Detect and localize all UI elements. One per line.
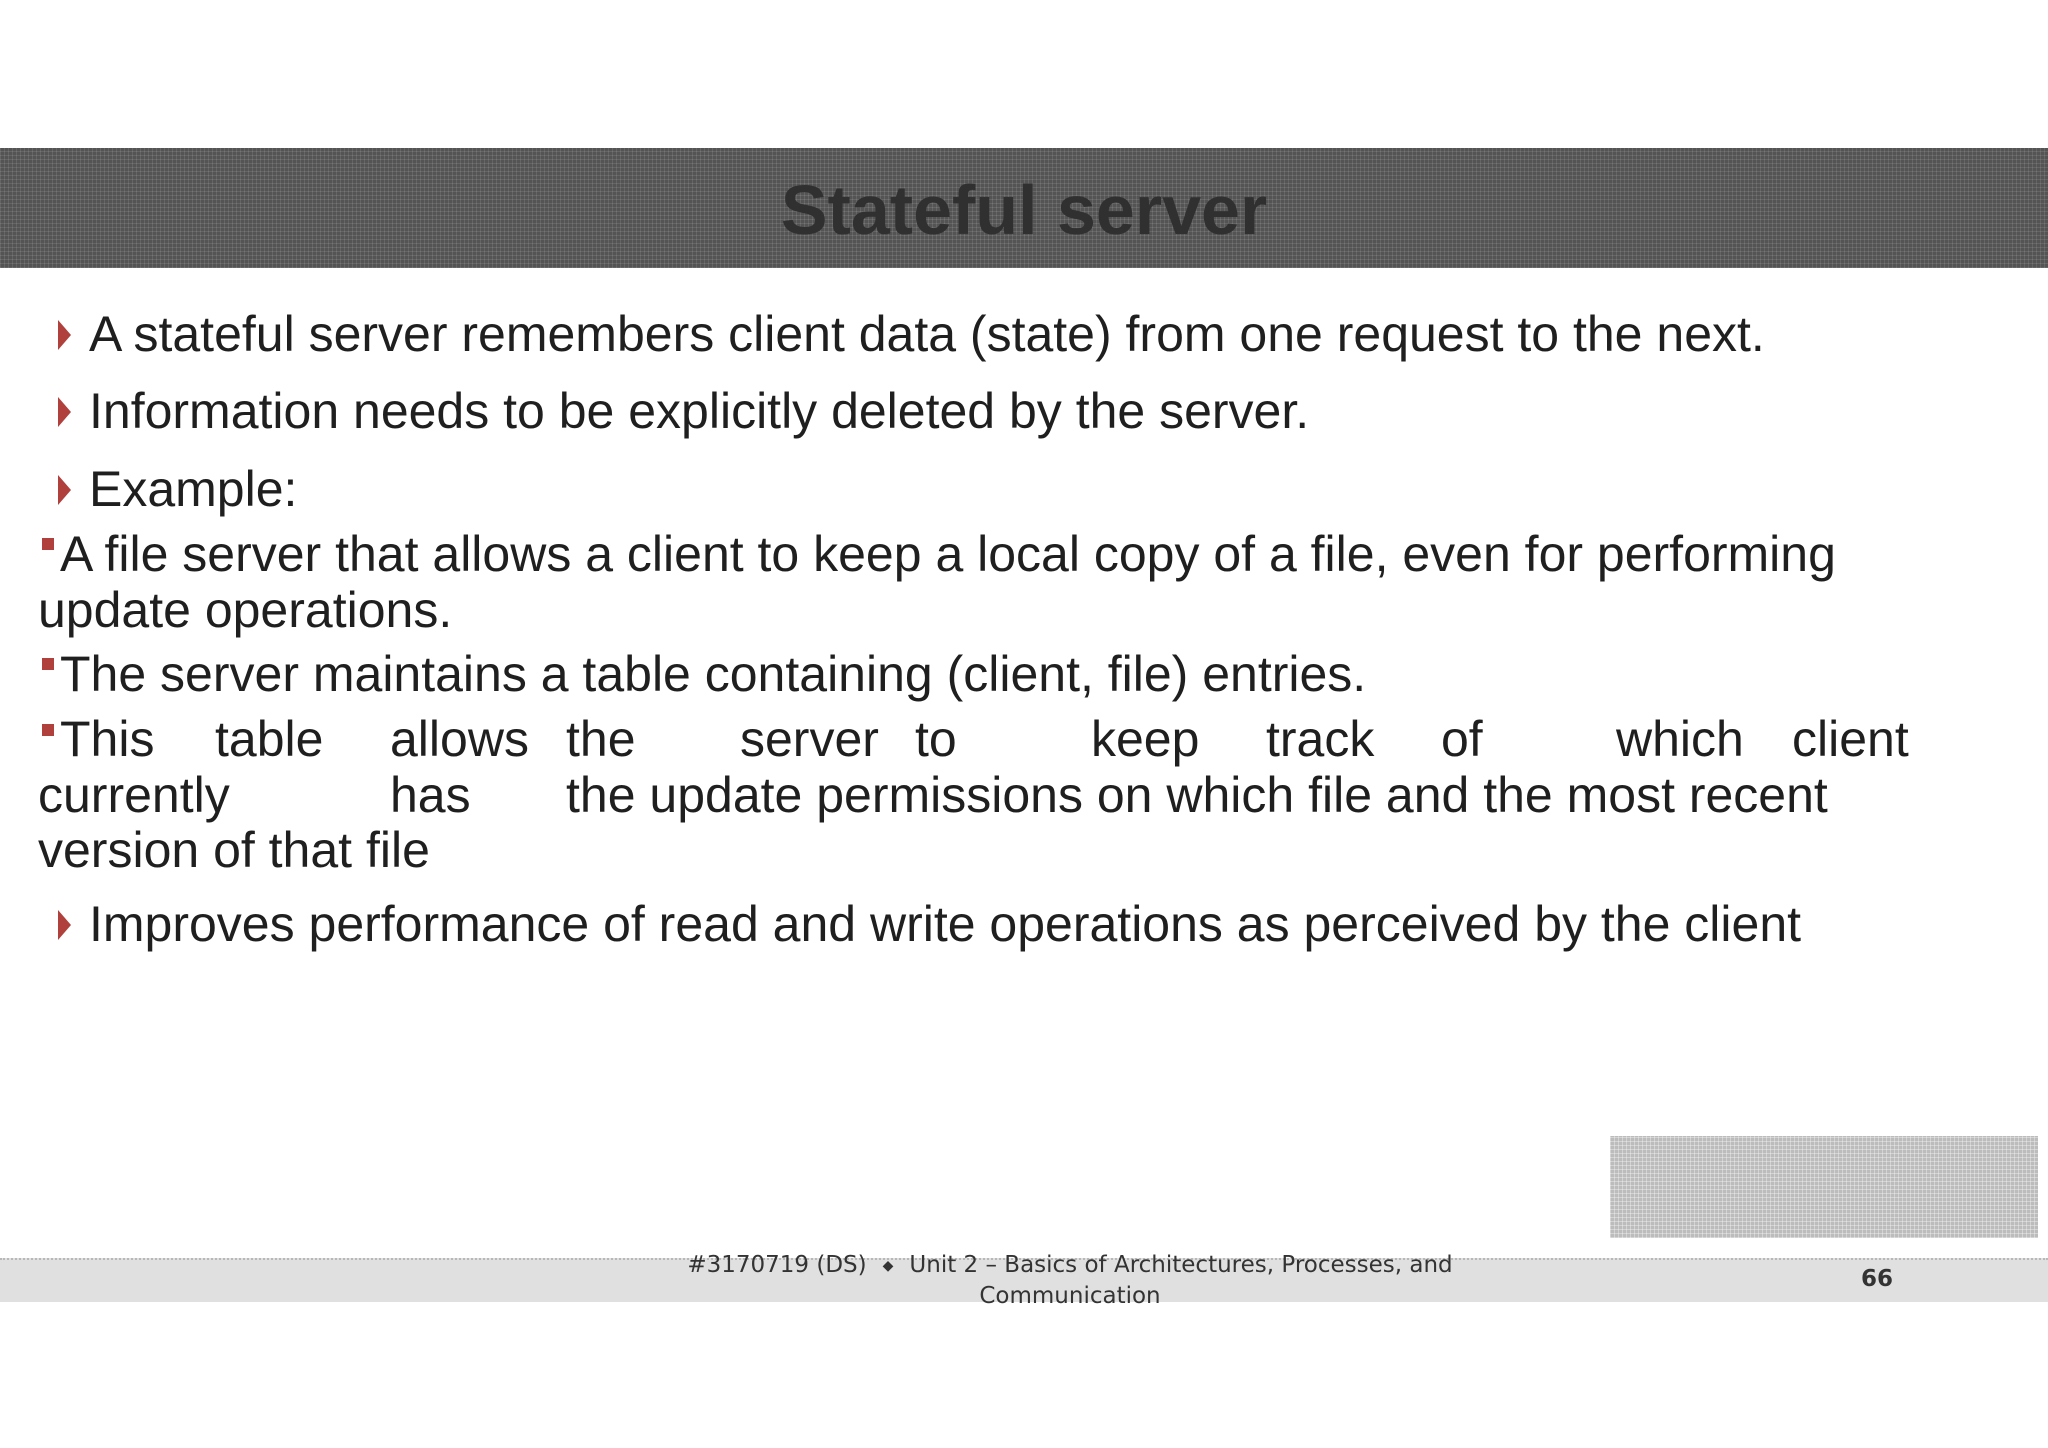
sub-bullet-table-entries: The server maintains a table containing (client, file) entries. xyxy=(60,646,1367,702)
decorative-pattern-block xyxy=(1610,1136,2038,1238)
bullet-arrow-icon xyxy=(58,320,71,350)
justified-word: table xyxy=(215,711,324,767)
bullet-arrow-icon xyxy=(58,397,71,427)
footer-course-code: #3170719 (DS) xyxy=(687,1252,867,1278)
sub-bullet-table-tracking-line3: version of that file xyxy=(38,822,430,878)
justified-word: track xyxy=(1266,711,1375,767)
justified-word: of xyxy=(1441,711,1483,767)
page-number: 66 xyxy=(1860,1266,1893,1292)
sub-bullet-file-server-line1: A file server that allows a client to keep a local copy of a file, even for performing xyxy=(60,526,1836,582)
justified-word: keep xyxy=(1091,711,1200,767)
slide-title: Stateful server xyxy=(780,171,1268,249)
justified-word: server xyxy=(740,711,879,767)
bullet-example-label: Example: xyxy=(89,461,298,517)
bullet-stateful-definition: A stateful server remembers client data (state) from one request to the next. xyxy=(89,306,1765,362)
justified-word: which xyxy=(1616,711,1744,767)
justified-word: currently xyxy=(38,767,230,823)
bullet-arrow-icon xyxy=(58,475,71,505)
square-bullet-icon xyxy=(42,658,54,670)
justified-word: allows xyxy=(390,711,529,767)
justified-word: the xyxy=(566,711,636,767)
justified-word: This xyxy=(60,711,155,767)
diamond-separator-icon: ◆ xyxy=(882,1257,894,1274)
justified-word: client xyxy=(1792,711,1909,767)
square-bullet-icon xyxy=(42,538,54,550)
justified-word: to xyxy=(915,711,957,767)
bullet-explicit-deletion: Information needs to be explicitly deleted by the server. xyxy=(89,383,1310,439)
bullet-arrow-icon xyxy=(58,910,71,940)
footer-unit-line2: Communication xyxy=(979,1282,1161,1309)
sub-bullet-file-server-line2: update operations. xyxy=(38,582,453,638)
square-bullet-icon xyxy=(42,724,54,736)
footer-unit-line1: Unit 2 – Basics of Architectures, Processes, and xyxy=(909,1252,1453,1278)
bullet-performance: Improves performance of read and write operations as perceived by the client xyxy=(89,896,1802,952)
footer-caption xyxy=(660,1250,1480,1311)
justified-word: has xyxy=(390,767,471,823)
justified-word: the update permissions on which file and the most recent xyxy=(566,767,1828,823)
